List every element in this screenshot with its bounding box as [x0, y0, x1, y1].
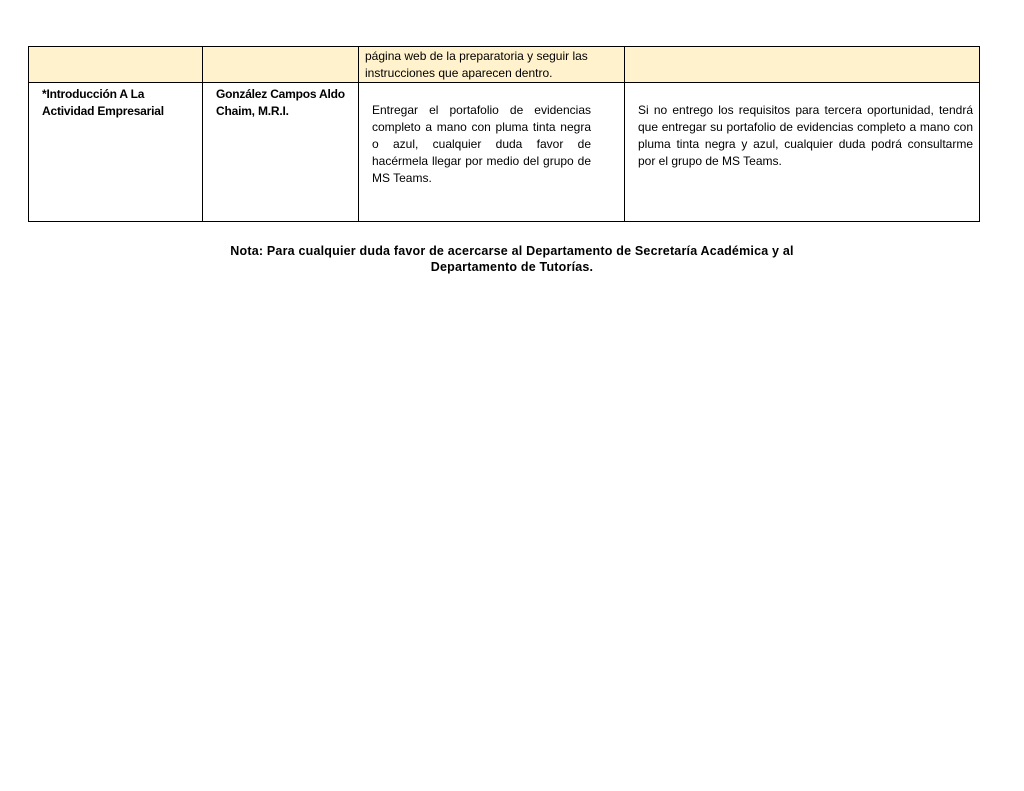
table-row [29, 47, 980, 83]
subject-text [29, 47, 202, 50]
third-opportunity-text [625, 47, 979, 66]
instructions-cell [359, 83, 625, 222]
footer-note [150, 243, 874, 275]
instructions-cell [359, 47, 625, 83]
teacher-cell [203, 47, 359, 83]
teacher-cell [203, 83, 359, 222]
teacher-text: González Campos Aldo Chaim, M.R.I. [216, 87, 345, 118]
subject-cell [29, 83, 203, 222]
teacher-text [203, 47, 358, 50]
third-opportunity-cell [625, 47, 980, 83]
third-opportunity-text: Si no entrego los requisitos para tercera oportunidad, tendrá que entregar su portafolio de evidencias completo a mano con pluma tinta negra y azul, cualquier duda podrá consultarme por el grupo de MS Teams. [638, 103, 973, 168]
subject-cell [29, 47, 203, 83]
subject-text: *Introducción A La Actividad Empresarial [42, 87, 164, 118]
instructions-text: Entregar el portafolio de evidencias completo a mano con pluma tinta negra o azul, cualquier duda favor de hacérmela llegar por medio del grupo de MS Teams. [372, 103, 591, 185]
note-line-1: Nota: Para cualquier duda favor de acercarse al Departamento de Secretaría Académica y al [230, 244, 794, 258]
schedule-table [28, 46, 980, 222]
table-row [29, 83, 980, 222]
third-opportunity-cell [625, 83, 980, 222]
note-line-2: Departamento de Tutorías. [430, 260, 594, 274]
instructions-text: página web de la preparatoria y seguir las instrucciones que aparecen dentro. [365, 49, 588, 80]
